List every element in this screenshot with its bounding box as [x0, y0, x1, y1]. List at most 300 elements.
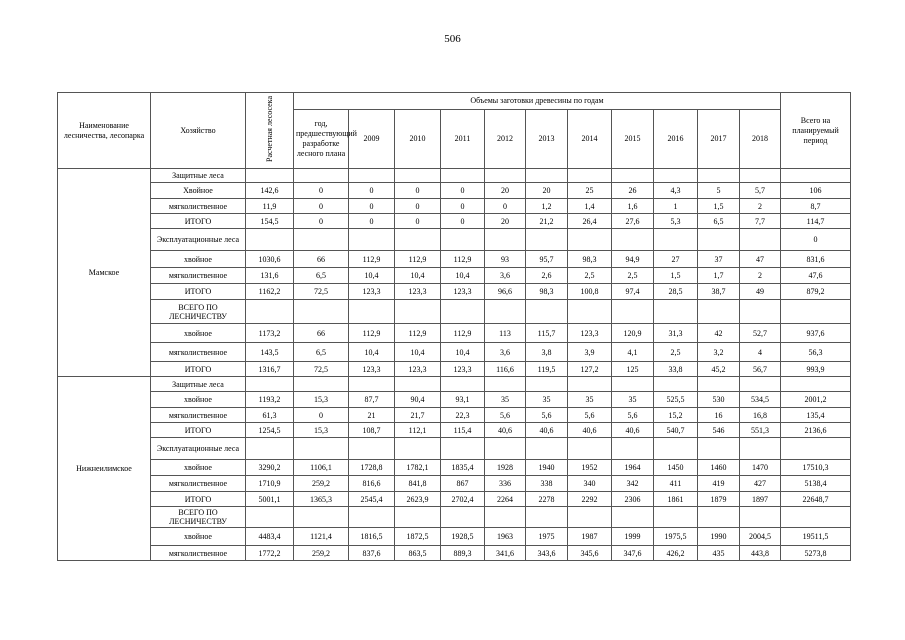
table-cell: 2,5 [568, 268, 612, 284]
table-cell: 4 [740, 343, 781, 362]
table-cell: 97,4 [612, 284, 654, 300]
header-year: 2015 [612, 110, 654, 169]
table-cell: 0 [781, 229, 851, 251]
table-cell [526, 229, 568, 251]
row-label: ИТОГО [151, 492, 246, 507]
table-cell: 0 [441, 214, 485, 229]
table-cell: 10,4 [395, 343, 441, 362]
table-cell: 5273,8 [781, 546, 851, 561]
table-cell: 106 [781, 183, 851, 199]
table-cell: 16 [698, 408, 740, 423]
table-cell: 114,7 [781, 214, 851, 229]
header-total: Всего на планируемый период [781, 93, 851, 169]
table-cell: 56,3 [781, 343, 851, 362]
table-cell: 7,7 [740, 214, 781, 229]
table-row [58, 476, 851, 492]
table-cell: 1030,6 [246, 251, 294, 268]
table-cell: 15,3 [294, 423, 349, 438]
table-cell: 551,3 [740, 423, 781, 438]
table-cell: 841,8 [395, 476, 441, 492]
table-cell: 66 [294, 324, 349, 343]
table-cell: 112,9 [395, 324, 441, 343]
table-cell: 112,9 [395, 251, 441, 268]
table-cell: 0 [294, 408, 349, 423]
table-cell: 1710,9 [246, 476, 294, 492]
table-cell: 112,9 [441, 251, 485, 268]
table-cell: 1,5 [654, 268, 698, 284]
table-cell: 26 [612, 183, 654, 199]
table-cell: 26,4 [568, 214, 612, 229]
table-cell: 2278 [526, 492, 568, 507]
table-cell: 534,5 [740, 392, 781, 408]
table-cell [526, 507, 568, 528]
table-cell: 47 [740, 251, 781, 268]
table-cell: 1316,7 [246, 362, 294, 377]
table-cell [246, 169, 294, 183]
table-cell: 1162,2 [246, 284, 294, 300]
table-row [58, 268, 851, 284]
table-cell: 863,5 [395, 546, 441, 561]
table-body [58, 169, 851, 561]
table-cell: 3,2 [698, 343, 740, 362]
table-cell: 100,8 [568, 284, 612, 300]
table-cell: 131,6 [246, 268, 294, 284]
table-cell: 5138,4 [781, 476, 851, 492]
table-row [58, 300, 851, 324]
table-cell: 93 [485, 251, 526, 268]
table-row [58, 343, 851, 362]
table-cell: 40,6 [612, 423, 654, 438]
table-cell [740, 438, 781, 460]
table-cell: 37 [698, 251, 740, 268]
table-cell: 0 [441, 183, 485, 199]
table-cell: 10,4 [441, 268, 485, 284]
table-row [58, 377, 851, 392]
table-cell: 35 [526, 392, 568, 408]
header-economy: Хозяйство [151, 93, 246, 169]
table-cell: 2,5 [654, 343, 698, 362]
table-cell: 2,5 [612, 268, 654, 284]
table-cell [395, 300, 441, 324]
table-cell: 115,7 [526, 324, 568, 343]
table-cell: 0 [485, 199, 526, 214]
table-cell [395, 169, 441, 183]
table-cell: 340 [568, 476, 612, 492]
table-cell: 5,6 [526, 408, 568, 423]
table-cell [246, 229, 294, 251]
table-cell: 0 [294, 199, 349, 214]
table-cell: 123,3 [441, 284, 485, 300]
table-cell: 4483,4 [246, 528, 294, 546]
table-cell: 336 [485, 476, 526, 492]
table-cell [740, 169, 781, 183]
table-cell: 5,6 [612, 408, 654, 423]
table-cell: 10,4 [349, 268, 395, 284]
table-cell: 2702,4 [441, 492, 485, 507]
table-cell: 135,4 [781, 408, 851, 423]
table-cell: 993,9 [781, 362, 851, 377]
table-cell: 889,3 [441, 546, 485, 561]
table-cell: 21 [349, 408, 395, 423]
table-cell: 2,6 [526, 268, 568, 284]
table-cell: 343,6 [526, 546, 568, 561]
page-number: 506 [444, 33, 461, 45]
table-cell [698, 438, 740, 460]
table-cell: 93,1 [441, 392, 485, 408]
table-cell: 1106,1 [294, 460, 349, 476]
table-cell [568, 507, 612, 528]
table-cell [395, 229, 441, 251]
table-cell: 525,5 [654, 392, 698, 408]
table-cell [698, 169, 740, 183]
table-cell: 1,5 [698, 199, 740, 214]
table-cell: 0 [395, 214, 441, 229]
table-cell: 1365,3 [294, 492, 349, 507]
table-cell: 47,6 [781, 268, 851, 284]
table-cell: 66 [294, 251, 349, 268]
table-cell: 31,3 [654, 324, 698, 343]
table-cell [654, 229, 698, 251]
table-cell: 867 [441, 476, 485, 492]
table-cell [349, 438, 395, 460]
table-cell [781, 438, 851, 460]
table-row [58, 214, 851, 229]
table-cell: 112,9 [349, 324, 395, 343]
table-cell [485, 438, 526, 460]
table-cell: 61,3 [246, 408, 294, 423]
table-cell: 338 [526, 476, 568, 492]
header-name: Наименование лесничества, лесопарка [58, 93, 151, 169]
table-cell [485, 229, 526, 251]
table-cell [349, 507, 395, 528]
table-cell: 0 [349, 183, 395, 199]
table-cell: 11,9 [246, 199, 294, 214]
table-cell: 123,3 [568, 324, 612, 343]
table-cell: 35 [612, 392, 654, 408]
table-cell: 1254,5 [246, 423, 294, 438]
table-cell [654, 300, 698, 324]
table-cell [612, 229, 654, 251]
table-cell [485, 169, 526, 183]
table-row [58, 392, 851, 408]
table-row [58, 362, 851, 377]
table-cell: 1470 [740, 460, 781, 476]
header-year: 2009 [349, 110, 395, 169]
table-cell: 52,7 [740, 324, 781, 343]
table-cell: 347,6 [612, 546, 654, 561]
table-cell: 49 [740, 284, 781, 300]
table-cell: 443,8 [740, 546, 781, 561]
table-cell [612, 169, 654, 183]
table-cell: 113 [485, 324, 526, 343]
table-cell: 72,5 [294, 362, 349, 377]
table-cell: 27 [654, 251, 698, 268]
table-cell [654, 377, 698, 392]
table-cell: 341,6 [485, 546, 526, 561]
table-cell: 1897 [740, 492, 781, 507]
table-cell: 1999 [612, 528, 654, 546]
forestry-name: Мамское [58, 169, 151, 377]
table-cell [654, 507, 698, 528]
table-cell: 1940 [526, 460, 568, 476]
table-cell: 426,2 [654, 546, 698, 561]
table-cell [612, 507, 654, 528]
table-cell [526, 169, 568, 183]
table-cell: 1964 [612, 460, 654, 476]
table-cell: 546 [698, 423, 740, 438]
table-cell [568, 377, 612, 392]
table-cell: 1990 [698, 528, 740, 546]
table-cell: 20 [526, 183, 568, 199]
table-cell: 112,9 [349, 251, 395, 268]
row-label: ИТОГО [151, 423, 246, 438]
table-cell: 0 [349, 199, 395, 214]
table-cell [246, 438, 294, 460]
table-cell [526, 438, 568, 460]
table-cell [781, 377, 851, 392]
table-cell: 116,6 [485, 362, 526, 377]
header-year: 2017 [698, 110, 740, 169]
table-row [58, 199, 851, 214]
table-cell [294, 229, 349, 251]
header-volumes-title: Объемы заготовки древесины по годам [294, 93, 781, 110]
table-cell [781, 169, 851, 183]
table-cell: 1879 [698, 492, 740, 507]
table-cell: 0 [294, 214, 349, 229]
row-label: мягколиственное [151, 343, 246, 362]
table-row [58, 507, 851, 528]
row-label: мягколиственное [151, 408, 246, 423]
table-cell: 1728,8 [349, 460, 395, 476]
table-cell: 125 [612, 362, 654, 377]
table-cell [698, 229, 740, 251]
table-cell: 16,8 [740, 408, 781, 423]
table-cell: 28,5 [654, 284, 698, 300]
table-row [58, 438, 851, 460]
table-cell: 119,5 [526, 362, 568, 377]
table-cell [485, 300, 526, 324]
table-cell [740, 377, 781, 392]
table-row [58, 408, 851, 423]
table-cell [568, 169, 612, 183]
table-cell [246, 377, 294, 392]
header-year: 2014 [568, 110, 612, 169]
table-cell [568, 438, 612, 460]
header-year: 2011 [441, 110, 485, 169]
table-cell [698, 300, 740, 324]
table-row [58, 528, 851, 546]
table-cell: 10,4 [395, 268, 441, 284]
row-group-label: Защитные леса [151, 169, 246, 183]
table-cell: 1193,2 [246, 392, 294, 408]
table-cell: 22,3 [441, 408, 485, 423]
row-group-label: Защитные леса [151, 377, 246, 392]
table-cell: 143,5 [246, 343, 294, 362]
table-cell: 0 [349, 214, 395, 229]
table-cell [654, 438, 698, 460]
row-label: хвойное [151, 324, 246, 343]
table-cell: 21,2 [526, 214, 568, 229]
table-cell [568, 229, 612, 251]
table-row [58, 546, 851, 561]
table-cell: 3,9 [568, 343, 612, 362]
table-cell: 0 [441, 199, 485, 214]
table-cell: 33,8 [654, 362, 698, 377]
table-cell [485, 507, 526, 528]
table-cell: 127,2 [568, 362, 612, 377]
table-cell: 411 [654, 476, 698, 492]
table-cell: 5001,1 [246, 492, 294, 507]
table-cell [294, 377, 349, 392]
table-cell: 879,2 [781, 284, 851, 300]
table-cell: 1975 [526, 528, 568, 546]
table-cell: 1,7 [698, 268, 740, 284]
table-row [58, 284, 851, 300]
table-cell: 1,4 [568, 199, 612, 214]
header-year: 2013 [526, 110, 568, 169]
row-label: мягколиственное [151, 546, 246, 561]
table-cell: 115,4 [441, 423, 485, 438]
table-cell: 21,7 [395, 408, 441, 423]
table-cell: 90,4 [395, 392, 441, 408]
table-cell: 2 [740, 268, 781, 284]
harvest-volume-table [57, 92, 851, 561]
table-cell [395, 507, 441, 528]
table-cell: 154,5 [246, 214, 294, 229]
table-cell: 2264 [485, 492, 526, 507]
table-cell: 1835,4 [441, 460, 485, 476]
table-cell: 937,6 [781, 324, 851, 343]
table-cell [441, 229, 485, 251]
table-cell: 10,4 [349, 343, 395, 362]
forestry-name: Нижнеилимское [58, 377, 151, 561]
table-cell [349, 377, 395, 392]
row-label: Хвойное [151, 183, 246, 199]
row-group-label: Эксплуатационные леса [151, 229, 246, 251]
table-cell: 120,9 [612, 324, 654, 343]
table-cell: 3,6 [485, 343, 526, 362]
row-group-label: Эксплуатационные леса [151, 438, 246, 460]
table-cell: 40,6 [526, 423, 568, 438]
table-cell: 0 [294, 183, 349, 199]
table-cell [781, 300, 851, 324]
table-cell: 35 [568, 392, 612, 408]
table-cell: 540,7 [654, 423, 698, 438]
table-cell: 40,6 [485, 423, 526, 438]
table-cell: 2136,6 [781, 423, 851, 438]
table-cell [781, 507, 851, 528]
table-cell: 112,9 [441, 324, 485, 343]
table-cell [568, 300, 612, 324]
table-cell: 123,3 [395, 284, 441, 300]
table-cell: 22648,7 [781, 492, 851, 507]
table-cell: 1460 [698, 460, 740, 476]
table-cell: 2001,2 [781, 392, 851, 408]
table-cell: 123,3 [395, 362, 441, 377]
table-cell: 123,3 [349, 284, 395, 300]
table-cell: 19511,5 [781, 528, 851, 546]
table-row [58, 183, 851, 199]
row-label: хвойное [151, 251, 246, 268]
row-label: ИТОГО [151, 284, 246, 300]
table-cell: 3,6 [485, 268, 526, 284]
table-row [58, 169, 851, 183]
table-cell: 1121,4 [294, 528, 349, 546]
table-cell [740, 300, 781, 324]
table-cell: 6,5 [294, 343, 349, 362]
table-cell: 3,8 [526, 343, 568, 362]
table-cell: 816,6 [349, 476, 395, 492]
table-cell [349, 229, 395, 251]
table-cell [441, 507, 485, 528]
table-cell: 1928 [485, 460, 526, 476]
table-cell: 112,1 [395, 423, 441, 438]
table-cell: 142,6 [246, 183, 294, 199]
table-cell: 4,1 [612, 343, 654, 362]
table-cell: 530 [698, 392, 740, 408]
table-cell: 2623,9 [395, 492, 441, 507]
table-cell: 6,5 [294, 268, 349, 284]
table-cell: 5,7 [740, 183, 781, 199]
row-label: мягколиственное [151, 199, 246, 214]
row-label: ИТОГО [151, 362, 246, 377]
table-row [58, 460, 851, 476]
table-cell: 20 [485, 183, 526, 199]
table-cell: 1,2 [526, 199, 568, 214]
table-cell [485, 377, 526, 392]
table-cell: 1952 [568, 460, 612, 476]
table-cell [612, 300, 654, 324]
table-row [58, 229, 851, 251]
table-cell [294, 438, 349, 460]
table-cell: 1,6 [612, 199, 654, 214]
table-cell [395, 438, 441, 460]
table-cell: 1 [654, 199, 698, 214]
table-cell: 3290,2 [246, 460, 294, 476]
table-cell: 123,3 [349, 362, 395, 377]
table-cell [654, 169, 698, 183]
row-label: хвойное [151, 460, 246, 476]
row-label: мягколиственное [151, 476, 246, 492]
table-cell [349, 300, 395, 324]
table-cell: 17510,3 [781, 460, 851, 476]
table-cell: 1975,5 [654, 528, 698, 546]
table-row [58, 251, 851, 268]
header-year: 2010 [395, 110, 441, 169]
table-row [58, 423, 851, 438]
table-cell: 1872,5 [395, 528, 441, 546]
table-cell: 27,6 [612, 214, 654, 229]
table-row [58, 324, 851, 343]
table-cell [246, 300, 294, 324]
table-cell: 95,7 [526, 251, 568, 268]
row-label: хвойное [151, 528, 246, 546]
table-cell: 56,7 [740, 362, 781, 377]
table-cell: 96,6 [485, 284, 526, 300]
table-cell [526, 300, 568, 324]
table-cell: 123,3 [441, 362, 485, 377]
table-cell: 1782,1 [395, 460, 441, 476]
table-cell: 25 [568, 183, 612, 199]
table-cell: 5,6 [568, 408, 612, 423]
table-cell: 0 [395, 199, 441, 214]
table-cell: 2545,4 [349, 492, 395, 507]
table-cell [294, 507, 349, 528]
table-cell: 5 [698, 183, 740, 199]
table-cell [698, 377, 740, 392]
row-group-label: ВСЕГО ПО ЛЕСНИЧЕСТВУ [151, 507, 246, 528]
table-cell [349, 169, 395, 183]
